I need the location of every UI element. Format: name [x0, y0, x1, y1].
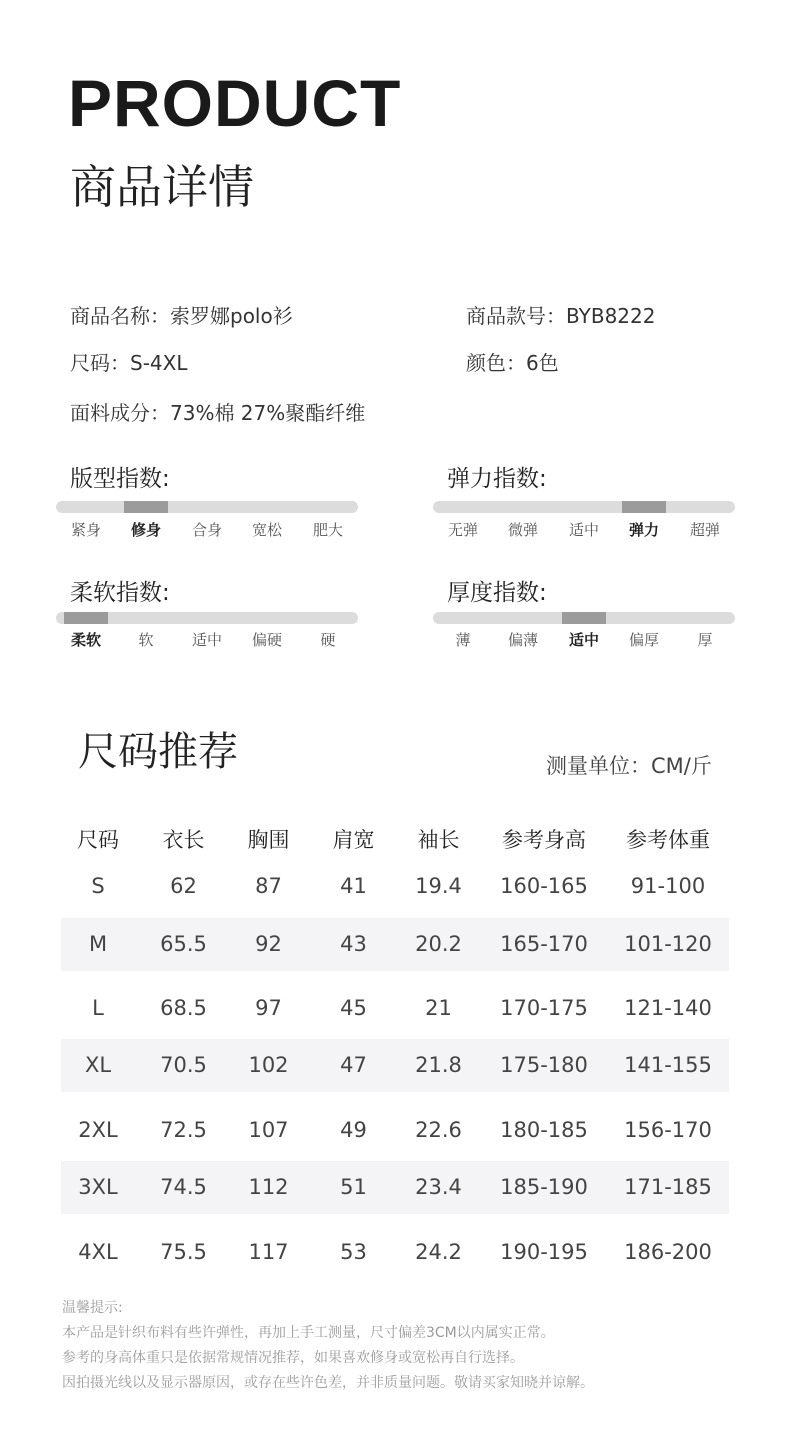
table-cell: 170-175: [500, 996, 588, 1020]
table-cell: 70.5: [160, 1053, 207, 1077]
size-table: [61, 815, 729, 1284]
index-label: 软: [138, 631, 154, 649]
index-label: 适中: [568, 521, 599, 539]
index-track: [433, 501, 735, 513]
index-label: 超弹: [689, 521, 720, 539]
tips-title: 温馨提示:: [62, 1300, 123, 1316]
table-cell: M: [88, 932, 108, 956]
table-cell: 102: [248, 1053, 289, 1077]
table-cell: 22.6: [415, 1118, 462, 1142]
index-label: 紧身: [70, 521, 101, 539]
product-name: 商品名称：索罗娜polo衫: [70, 304, 293, 328]
table-cell: 3XL: [78, 1175, 118, 1199]
index-title: 版型指数:: [70, 466, 170, 492]
table-cell: 68.5: [160, 996, 207, 1020]
table-header-cell: 参考体重: [626, 828, 710, 852]
table-cell: 45: [340, 996, 367, 1020]
table-cell: 49: [340, 1118, 367, 1142]
table-cell: 41: [340, 874, 367, 898]
product-fabric: 面料成分：73%棉 27%聚酯纤维: [70, 401, 366, 425]
tips-line: 参考的身高体重只是依据常规情况推荐，如果喜欢修身或宽松再自行选择。: [62, 1350, 524, 1366]
product-sku: 商品款号：BYB8222: [466, 304, 656, 328]
table-cell: 4XL: [78, 1240, 118, 1264]
table-cell: 180-185: [500, 1118, 588, 1142]
index-label: 偏薄: [507, 631, 538, 649]
index-labels: [56, 519, 358, 539]
index-label: 偏厚: [628, 631, 659, 649]
index-title: 弹力指数:: [447, 466, 547, 492]
table-cell: 75.5: [160, 1240, 207, 1264]
table-cell: 72.5: [160, 1118, 207, 1142]
table-cell: 92: [255, 932, 282, 956]
size-section-title: 尺码推荐: [78, 729, 238, 775]
index-labels: [433, 629, 735, 649]
index-marker: [622, 501, 666, 513]
table-cell: XL: [84, 1053, 112, 1077]
product-color: 颜色：6色: [466, 351, 559, 375]
table-cell: 101-120: [624, 932, 712, 956]
table-cell: 171-185: [624, 1175, 712, 1199]
table-row: [61, 1214, 729, 1284]
table-cell: S: [91, 874, 105, 898]
index-label: 偏硬: [251, 631, 282, 649]
table-header-cell: 胸围: [247, 828, 290, 852]
table-cell: 141-155: [624, 1053, 712, 1077]
table-cell: 19.4: [415, 874, 462, 898]
table-cell: 43: [340, 932, 367, 956]
table-cell: 190-195: [500, 1240, 588, 1264]
index-title: 柔软指数:: [70, 580, 170, 606]
table-cell: 21: [425, 996, 452, 1020]
table-cell: 117: [248, 1240, 289, 1264]
index-track: [433, 612, 735, 624]
table-cell: L: [92, 996, 104, 1020]
index-title: 厚度指数:: [447, 580, 547, 606]
index-marker: [124, 501, 168, 513]
product-size-range: 尺码：S-4XL: [70, 351, 188, 375]
table-header-cell: 肩宽: [332, 828, 375, 852]
table-row: [61, 918, 729, 971]
index-label: 宽松: [251, 521, 282, 539]
table-cell: 51: [340, 1175, 367, 1199]
table-cell: 23.4: [415, 1175, 462, 1199]
table-cell: 87: [255, 874, 282, 898]
table-header-cell: 参考身高: [502, 828, 586, 852]
index-label: 适中: [568, 631, 599, 649]
index-label: 合身: [191, 521, 222, 539]
table-cell: 112: [248, 1175, 289, 1199]
table-cell: 186-200: [624, 1240, 712, 1264]
table-cell: 160-165: [500, 874, 588, 898]
table-cell: 2XL: [78, 1118, 118, 1142]
table-cell: 53: [340, 1240, 367, 1264]
heading-en: PRODUCT: [68, 66, 402, 140]
measurement-unit: 测量单位：CM/斤: [546, 754, 712, 778]
index-label: 无弹: [447, 521, 478, 539]
table-cell: 91-100: [630, 874, 706, 898]
table-cell: 121-140: [624, 996, 712, 1020]
table-cell: 165-170: [500, 932, 588, 956]
index-label: 适中: [191, 631, 222, 649]
table-cell: 21.8: [415, 1053, 462, 1077]
table-cell: 24.2: [415, 1240, 462, 1264]
index-track: [56, 612, 358, 624]
index-marker: [562, 612, 606, 624]
tips-line: 本产品是针织布料有些许弹性，再加上手工测量，尺寸偏差3CM以内属实正常。: [62, 1325, 555, 1341]
table-row: [61, 1039, 729, 1092]
table-cell: 175-180: [500, 1053, 588, 1077]
table-header-cell: 尺码: [77, 828, 119, 852]
index-marker: [64, 612, 108, 624]
tips-line: 因拍摄光线以及显示器原因，或存在些许色差，并非质量问题。敬请买家知晓并谅解。: [62, 1375, 594, 1391]
index-label: 柔软: [70, 631, 101, 649]
index-label: 厚: [697, 631, 713, 649]
index-label: 硬: [320, 631, 336, 649]
table-header-row: [61, 815, 729, 865]
table-cell: 62: [170, 874, 197, 898]
table-cell: 74.5: [160, 1175, 207, 1199]
table-cell: 97: [255, 996, 282, 1020]
table-cell: 156-170: [624, 1118, 712, 1142]
table-cell: 47: [340, 1053, 367, 1077]
index-labels: [433, 519, 735, 539]
table-cell: 107: [248, 1118, 289, 1142]
table-row: [61, 1092, 729, 1161]
table-header-cell: 衣长: [162, 828, 205, 852]
index-label: 肥大: [312, 521, 343, 539]
table-row: [61, 971, 729, 1039]
index-label: 修身: [130, 521, 161, 539]
table-row: [61, 865, 729, 918]
tips: [62, 1296, 594, 1396]
index-label: 弹力: [628, 521, 659, 539]
table-cell: 185-190: [500, 1175, 588, 1199]
table-cell: 20.2: [415, 932, 462, 956]
index-labels: [56, 629, 358, 649]
index-track: [56, 501, 358, 513]
table-header-cell: 袖长: [417, 828, 460, 852]
table-cell: 65.5: [160, 932, 207, 956]
table-row: [61, 1161, 729, 1214]
index-label: 微弹: [507, 521, 538, 539]
heading-cn: 商品详情: [70, 160, 254, 214]
index-label: 薄: [455, 631, 471, 649]
